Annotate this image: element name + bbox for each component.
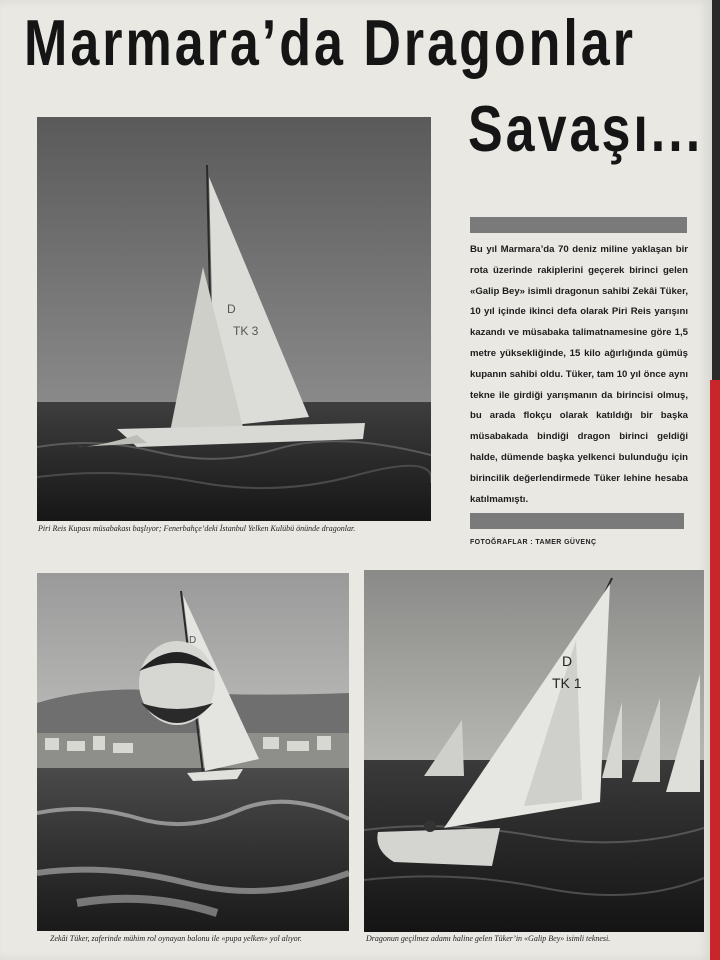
- sail-number: TK 3: [233, 324, 259, 338]
- photo-race-start-image: [37, 117, 431, 521]
- rule-bottom: [470, 513, 684, 529]
- cover-edge: [710, 380, 720, 960]
- photo-spinnaker: [37, 573, 349, 931]
- photo-galip-bey-image: [364, 570, 704, 932]
- sail-mark-d: D: [189, 635, 197, 646]
- sail-number: TK 1: [552, 675, 582, 691]
- headline-line-1: Marmara’da Dragonlar: [24, 7, 636, 80]
- caption-photo-3: Dragonun geçilmez adamı haline gelen Tüker’in «Galip Bey» isimli teknesi.: [366, 934, 611, 943]
- caption-photo-1: Piri Reis Kupası müsabakası başlıyor; Fenerbahçe’deki İstanbul Yelken Kulübü önünde dragonlar.: [38, 524, 356, 533]
- headline-line-2: Savaşı...: [468, 93, 704, 166]
- photo-galip-bey: [364, 570, 704, 932]
- caption-photo-2: Zekâi Tüker, zaferinde mühim rol oynayan balonu ile «pupa yelken» yol alıyor.: [50, 934, 302, 943]
- article-body: Bu yıl Marmara’da 70 deniz miline yaklaşan bir rota üzerinde rakiplerini geçerek birinci gelen «Galip Bey» isimli dragonun sahibi Zekâi Tüker, 10 yıl içinde ikinci defa olarak Piri Reis yarışını kazandı ve müsabaka talimatnamesine göre 1,5 metre yüksekliğinde, 15 kilo ağırlığında gümüş kupanın sahibi oldu. Tüker, tam 10 yıl önce aynı tekne ile girdiği yarışmanın da birincisi olmuş, bu arada flokçu olarak katıldığı bir başka müsabakada bindiği dragon birinci geldiği halde, dümende başka yelkenci bulunduğu için birincilik değerlendirmede Tüker lehine hesaba katılmamıştı.: [470, 244, 688, 505]
- photo-spinnaker-image: [37, 573, 349, 931]
- sail-mark-d: D: [562, 653, 573, 669]
- rule-top: [470, 217, 687, 233]
- photo-credit: FOTOĞRAFLAR : TAMER GÜVENÇ: [470, 539, 597, 546]
- photo-race-start: [37, 117, 431, 521]
- sail-mark-d: D: [227, 302, 236, 316]
